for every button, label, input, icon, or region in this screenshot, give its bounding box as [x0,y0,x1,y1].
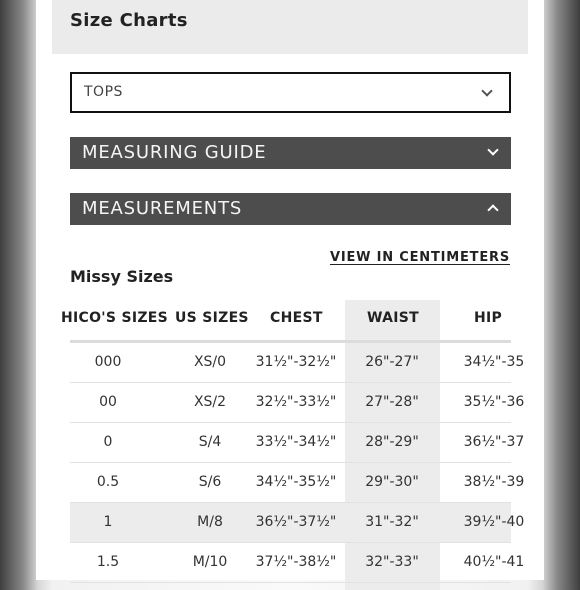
cell-hip: 35½"-36 [463,394,525,410]
cell-chest: 34½"-35½" [255,474,337,490]
col-header-chest: CHEST [270,310,323,326]
cell-chicos-size: 0 [103,434,113,450]
cell-us-size: S/4 [198,434,222,450]
cell-waist: 31"-32" [365,514,419,530]
table-row [36,462,544,502]
cell-hip: 40½"-41 [463,554,525,570]
table-row [36,542,544,582]
cell-waist: 28"-29" [365,434,419,450]
table-row [36,382,544,422]
table-row [36,342,544,382]
size-chart-page [36,0,544,580]
cell-hip: 38½"-39 [463,474,525,490]
cell-chest: 37½"-38½" [255,554,337,570]
table-row [36,422,544,462]
size-table [36,298,544,588]
measurements-label: MEASUREMENTS [82,198,243,219]
col-header-us-sizes: US SIZES [175,310,249,326]
cell-waist: 29"-30" [365,474,419,490]
cell-chicos-size: 0.5 [96,474,120,490]
cell-us-size: XS/2 [193,394,227,410]
category-select-value: TOPS [84,84,123,100]
page-title: Size Charts [70,10,188,31]
missy-sizes-title: Missy Sizes [70,267,174,286]
cell-chest: 36½"-37½" [255,514,337,530]
col-header-hip: HIP [474,310,503,326]
cell-hip: 39½"-40 [463,514,525,530]
chevron-up-icon [487,204,498,215]
cell-us-size: S/6 [198,474,222,490]
col-header-chicos-sizes: HICO'S SIZES [61,310,169,326]
cell-chest: 33½"-34½" [255,434,337,450]
cell-hip: 34½"-35 [463,354,525,370]
cell-chicos-size: 00 [99,394,117,410]
table-row [36,502,544,542]
cell-waist: 32"-33" [365,554,419,570]
cell-waist: 27"-28" [365,394,419,410]
measurements-accordion[interactable] [70,193,511,225]
col-header-waist: WAIST [367,310,419,326]
cell-hip: 36½"-37 [463,434,525,450]
cell-waist: 26"-27" [365,354,419,370]
measuring-guide-label: MEASURING GUIDE [82,142,267,163]
cell-us-size: M/10 [192,554,228,570]
category-select[interactable] [70,72,511,113]
page-header [52,0,528,54]
row-divider [70,582,511,583]
cell-chicos-size: 000 [94,354,122,370]
cell-chest: 32½"-33½" [255,394,337,410]
cell-chicos-size: 1 [103,514,113,530]
cell-chest: 31½"-32½" [255,354,337,370]
cell-chicos-size: 1.5 [96,554,120,570]
cell-us-size: XS/0 [193,354,227,370]
view-in-centimeters-link[interactable]: VIEW IN CENTIMETERS [329,250,510,265]
chevron-down-icon [487,144,498,155]
chevron-down-icon [481,85,492,96]
cell-us-size: M/8 [197,514,223,530]
measuring-guide-accordion[interactable] [70,137,511,169]
